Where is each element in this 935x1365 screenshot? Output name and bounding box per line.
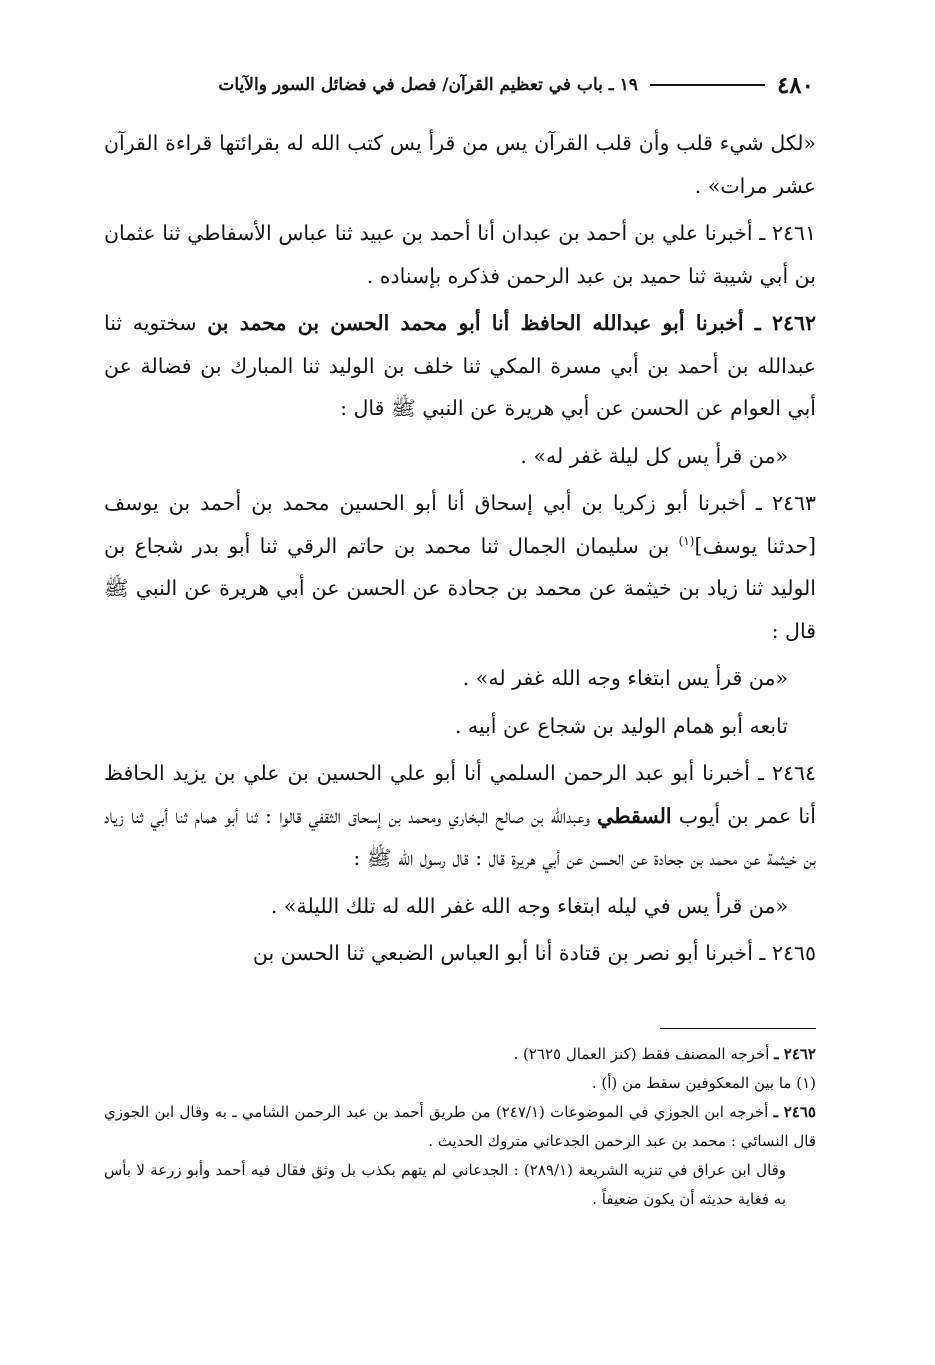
isnad-bold-lead: ٢٤٦٢ ـ أخبرنا أبو عبدالله الحافظ أنا أبو محمد الحسن بن محمد بن (207, 311, 816, 335)
page-number: ٤٨٠ (776, 71, 814, 99)
running-title: ١٩ ـ باب في تعظيم القرآن/ فصل في فضائل السور والآيات (218, 75, 638, 95)
isnad-part-b: وعبدالله بن صالح البخاري ومحمد بن إسحاق الثقفي قالوا : ثنا أبو همام ثنا أبي ثنا زياد بن خيثمة عن محمد بن جحادة عن الحسن عن أبي هريرة قال : قال رسول الله ﷺ : (104, 803, 816, 870)
footnote-text: أخرجه المصنف فقط (كنز العمال ٢٦٢٥) . (513, 1045, 775, 1063)
footnote-number: ٢٤٦٥ ـ (773, 1103, 816, 1121)
hadith-quote-1: «من قرأ يس كل ليلة غفر له» . (520, 443, 788, 468)
footnote-marker: (١) (678, 533, 695, 548)
footnote-divider (660, 1028, 816, 1029)
isnad-continuation: سختويه ثنا عبدالله بن أحمد بن أبي مسرة المكي ثنا خلف بن الوليد ثنا المبارك بن فضالة عن أبي العوام عن الحسن عن أبي هريرة عن النبي ﷺ قال : (104, 311, 816, 420)
header-rule (650, 84, 765, 86)
footnote-2462 (104, 1040, 816, 1069)
paragraph-2461: ٢٤٦١ ـ أخبرنا علي بن أحمد بن عبدان أنا أحمد بن عبيد ثنا عباس الأسفاطي ثنا عثمان بن أبي شيبة ثنا حميد بن عبد الرحمن فذكره بإسناده . (104, 221, 816, 288)
main-text (104, 122, 816, 980)
isnad-part-a: ٢٤٦٣ ـ أخبرنا أبو زكريا بن أبي إسحاق أنا أبو الحسين محمد بن أحمد بن يوسف [حدثنا يوسف] (104, 491, 816, 558)
footnote-text: أخرجه ابن الجوزي في الموضوعات (٢٤٧/١) من طريق أحمد بن عبد الرحمن الشامي ـ به وقال ابن الجوزي قال النسائي : محمد بن عبد الرحمن الجدعاني متروك الحديث . (104, 1103, 816, 1150)
footnote-2465 (104, 1098, 816, 1156)
paragraph-2463 (104, 482, 816, 652)
paragraph-2462 (104, 302, 816, 430)
footnote-2465-continued: وقال ابن عراق في تنزيه الشريعة (٢٨٩/١) : الجدعاني لم يتهم بكذب بل وثق فقال فيه أحمد وأبو زرعة لا بأس به فغاية حديثه أن يكون ضعيفاً . (104, 1161, 786, 1208)
paragraph-2464 (104, 752, 816, 880)
paragraph-2465: ٢٤٦٥ ـ أخبرنا أبو نصر بن قتادة أنا أبو العباس الضبعي ثنا الحسن بن (252, 941, 816, 965)
footnote-number: ٢٤٦٢ ـ (774, 1045, 816, 1063)
hadith-quote-2: «من قرأ يس ابتغاء وجه الله غفر له» . (462, 666, 788, 690)
follow-up-note: تابعه أبو همام الوليد بن شجاع عن أبيه . (454, 713, 788, 738)
paragraph-hadith-text: «لكل شيء قلب وأن قلب القرآن يس من قرأ يس كتب الله له بقرائتها قراءة القرآن عشر مرات» . (104, 131, 816, 198)
running-header (106, 68, 814, 102)
footnotes (104, 1040, 816, 1214)
isnad-part-b: بن سليمان الجمال ثنا محمد بن حاتم الرقي ثنا أبو بدر شجاع بن الوليد ثنا زياد بن خيثمة عن محمد بن جحادة عن الحسن عن أبي هريرة عن النبي ﷺ قال : (104, 533, 816, 643)
hadith-quote-3: «من قرأ يس في ليله ابتغاء وجه الله غفر الله له تلك الليلة» . (270, 893, 788, 918)
isnad-part-a: ٢٤٦٤ ـ أخبرنا أبو عبد الرحمن السلمي أنا أبو علي الحسين بن علي بن يزيد الحافظ أنا عمر بن أيوب (104, 761, 816, 828)
footnote-1: (١) ما بين المعكوفين سقط من (أ) . (591, 1074, 816, 1092)
narrator-name-bold: السقطي (597, 803, 672, 828)
